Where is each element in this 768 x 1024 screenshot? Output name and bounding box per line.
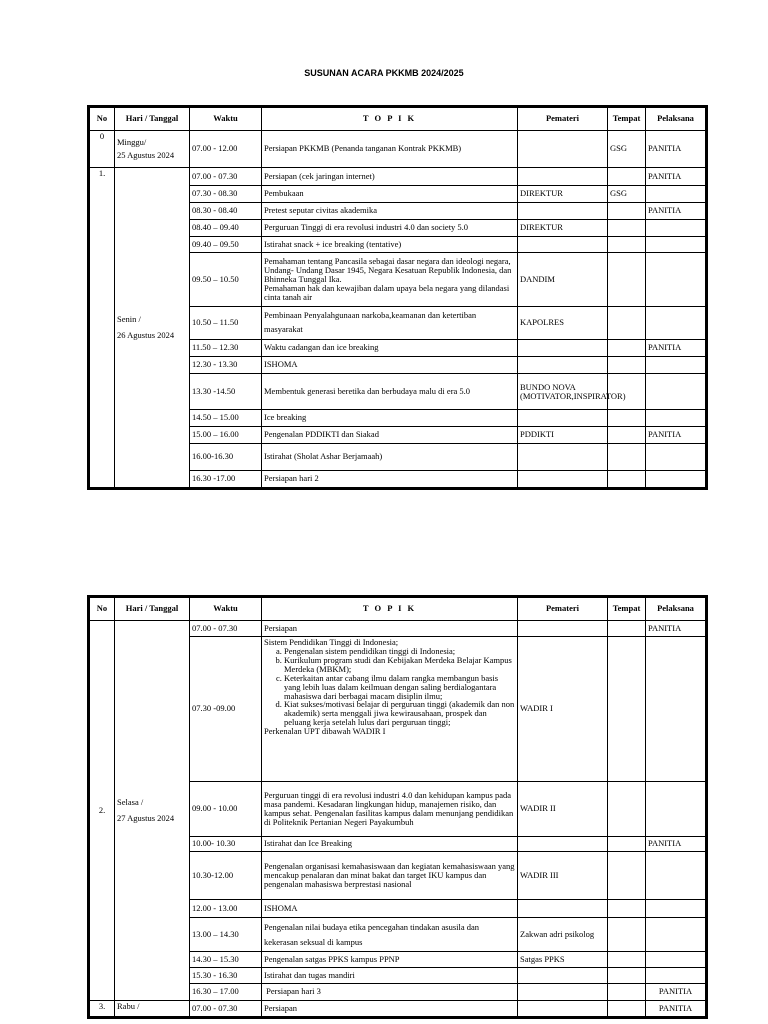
organizer-cell — [646, 952, 706, 968]
time-cell: 15.00 – 16.00 — [190, 427, 262, 444]
day-cell — [115, 168, 190, 488]
day-date: 27 Agustus 2024 — [117, 812, 175, 823]
topic-text: Pemahaman tentang Pancasila sebagai dasar negara dan ideologi negara, Undang- Undang Dasar 1945, Negara Kesatuan Republik Indonesia, dan Bhinneka Tunggal Ika. — [264, 256, 512, 285]
place-cell: GSG — [608, 186, 646, 203]
speaker-cell — [518, 357, 608, 374]
time-cell: 09.50 – 10.50 — [190, 253, 262, 307]
speaker-cell — [518, 900, 608, 918]
organizer-cell: PANITIA — [646, 131, 706, 168]
organizer-cell — [646, 220, 706, 237]
place-cell — [608, 621, 646, 637]
organizer-cell — [646, 968, 706, 984]
topic-cell — [262, 253, 518, 307]
topic-cell: Perguruan Tinggi di era revolusi industri 4.0 dan society 5.0 — [262, 220, 518, 237]
time-cell: 13.30 -14.50 — [190, 374, 262, 410]
place-cell — [608, 952, 646, 968]
day-date: 26 Agustus 2024 — [117, 329, 175, 340]
topic-cell: Persiapan hari 2 — [262, 471, 518, 488]
speaker-cell: KAPOLRES — [518, 307, 608, 340]
time-cell: 16.30 -17.00 — [190, 471, 262, 488]
header-no: No — [90, 598, 115, 621]
table-row — [90, 1001, 706, 1017]
day-cell — [115, 1001, 190, 1017]
place-cell — [608, 900, 646, 918]
topic-cell: Pengenalan organisasi kemahasiswaan dan kegiatan kemahasiswaan yang mencakup penalaran dan minat bakat dan target IKU kampus dan pengenalan mahasiswa berprestasi nasional — [262, 852, 518, 900]
speaker-cell: WADIR III — [518, 852, 608, 900]
organizer-cell — [646, 237, 706, 253]
organizer-cell: PANITIA — [646, 621, 706, 637]
table-row — [90, 621, 706, 637]
place-cell — [608, 237, 646, 253]
time-cell: 14.50 – 15.00 — [190, 410, 262, 427]
place-cell — [608, 340, 646, 357]
organizer-cell: PANITIA — [646, 340, 706, 357]
topic-cell: Pengenalan nilai budaya etika pencegahan tindakan asusila dan kekerasan seksual di kampus — [262, 918, 518, 952]
time-cell: 14.30 – 15.30 — [190, 952, 262, 968]
topic-cell: Pembinaan Penyalahgunaan narkoba,keamanan dan ketertiban masyarakat — [262, 307, 518, 340]
topic-cell: Istirahat dan tugas mandiri — [262, 968, 518, 984]
organizer-cell — [646, 444, 706, 471]
header-no: No — [90, 108, 115, 131]
organizer-cell — [646, 918, 706, 952]
day-cell — [115, 131, 190, 168]
speaker-cell — [518, 444, 608, 471]
topic-cell: Waktu cadangan dan ice breaking — [262, 340, 518, 357]
speaker-cell: Satgas PPKS — [518, 952, 608, 968]
schedule-table-day2-3 — [89, 597, 706, 1017]
topic-text: Pemahaman hak dan kewajiban dalam upaya bela negara yang dilandasi cinta tanah air — [264, 282, 510, 302]
speaker-cell — [518, 237, 608, 253]
speaker-cell: Zakwan adri psikolog — [518, 918, 608, 952]
organizer-cell: PANITIA — [646, 168, 706, 186]
place-cell — [608, 471, 646, 488]
table-header-row — [90, 108, 706, 131]
speaker-cell: PDDIKTI — [518, 427, 608, 444]
time-cell: 10.30-12.00 — [190, 852, 262, 900]
topic-cell: Pengenalan PDDIKTI dan Siakad — [262, 427, 518, 444]
topic-text: Perkenalan UPT dibawah WADIR I — [264, 726, 386, 737]
header-pelaksana: Pelaksana — [646, 108, 706, 131]
header-waktu: Waktu — [190, 108, 262, 131]
day-number: 2. — [90, 621, 115, 1001]
topic-text: Sistem Pendidikan Tinggi di Indonesia; — [264, 637, 399, 647]
time-cell: 09.40 – 09.50 — [190, 237, 262, 253]
day-name: Rabu / — [117, 1001, 140, 1011]
topic-cell: Perguruan tinggi di era revolusi industri 4.0 dan kehidupan kampus pada masa pandemi. Kesadaran lingkungan hidup, manajemen risiko, dan kampus sehat. Pengenalan fasilitas kampus dalam menunjang pendidikan di Politeknik Pertanian Negeri Payakumbuh — [262, 782, 518, 837]
organizer-cell: PANITIA — [646, 203, 706, 220]
topic-cell: Persiapan hari 3 — [262, 984, 518, 1001]
topic-cell: Persiapan (cek jaringan internet) — [262, 168, 518, 186]
place-cell — [608, 168, 646, 186]
topic-cell — [262, 637, 518, 782]
time-cell: 07.00 - 07.30 — [190, 621, 262, 637]
topic-cell: Istirahat snack + ice breaking (tentative) — [262, 237, 518, 253]
list-item: c. Keterkaitan antar cabang ilmu dalam rangka membangun basis yang lebih luas dalam keilmuan dengan saling berdialogantara mahasiswa dari berbagai macam disiplin ilmu; — [284, 674, 515, 701]
speaker-cell — [518, 968, 608, 984]
header-hari: Hari / Tanggal — [115, 108, 190, 131]
place-cell — [608, 852, 646, 900]
place-cell — [608, 253, 646, 307]
organizer-cell — [646, 374, 706, 410]
speaker-cell — [518, 1001, 608, 1017]
speaker-cell: DIREKTUR — [518, 186, 608, 203]
speaker-cell: DIREKTUR — [518, 220, 608, 237]
organizer-cell — [646, 357, 706, 374]
time-cell: 15.30 - 16.30 — [190, 968, 262, 984]
day-cell — [115, 621, 190, 1001]
topic-cell: Persiapan PKKMB (Penanda tanganan Kontrak PKKMB) — [262, 131, 518, 168]
organizer-cell — [646, 782, 706, 837]
time-cell: 11.50 – 12.30 — [190, 340, 262, 357]
time-cell: 07.00 - 12.00 — [190, 131, 262, 168]
speaker-cell — [518, 203, 608, 220]
organizer-cell — [646, 186, 706, 203]
place-cell — [608, 444, 646, 471]
time-cell: 08.30 - 08.40 — [190, 203, 262, 220]
topic-cell: Membentuk generasi beretika dan berbudaya malu di era 5.0 — [262, 374, 518, 410]
time-cell: 07.00 - 07.30 — [190, 168, 262, 186]
time-cell: 10.00- 10.30 — [190, 837, 262, 852]
place-cell — [608, 918, 646, 952]
list-item: b. Kurikulum program studi dan Kebijakan Merdeka Belajar Kampus Merdeka (MBKM); — [284, 656, 515, 674]
speaker-cell — [518, 984, 608, 1001]
day-name: Senin / — [117, 313, 141, 324]
header-topik: T O P I K — [262, 108, 518, 131]
time-cell: 07.30 -09.00 — [190, 637, 262, 782]
header-pelaksana: Pelaksana — [646, 598, 706, 621]
speaker-cell: BUNDO NOVA (MOTIVATOR,INSPIRATOR) — [518, 374, 608, 410]
header-tempat: Tempat — [608, 108, 646, 131]
topic-cell: Pretest seputar civitas akademika — [262, 203, 518, 220]
list-item: d. Kiat sukses/motivasi belajar di perguruan tinggi (akademik dan non akademik) serta menggali jiwa kewirausahaan, prospek dan peluang kerja setelah lulus dari perguruan tinggi; — [284, 700, 515, 727]
topic-cell: Pembukaan — [262, 186, 518, 203]
speaker-cell — [518, 837, 608, 852]
day-number: 1. — [90, 168, 115, 488]
day-date: 25 Agustus 2024 — [117, 149, 175, 160]
header-tempat: Tempat — [608, 598, 646, 621]
header-hari: Hari / Tanggal — [115, 598, 190, 621]
speaker-cell: WADIR I — [518, 637, 608, 782]
organizer-cell — [646, 471, 706, 488]
list-item: a. Pengenalan sistem pendidikan tinggi di Indonesia; — [284, 647, 515, 656]
schedule-table-day0-1 — [89, 107, 706, 488]
time-cell: 08.40 – 09.40 — [190, 220, 262, 237]
place-cell — [608, 968, 646, 984]
time-cell: 07.00 - 07.30 — [190, 1001, 262, 1017]
topic-cell: ISHOMA — [262, 357, 518, 374]
place-cell — [608, 1001, 646, 1017]
topic-cell: Istirahat (Sholat Ashar Berjamaah) — [262, 444, 518, 471]
speaker-cell: WADIR II — [518, 782, 608, 837]
topic-cell: Ice breaking — [262, 410, 518, 427]
place-cell — [608, 837, 646, 852]
topic-cell: Pengenalan satgas PPKS kampus PPNP — [262, 952, 518, 968]
day-number: 0 — [90, 131, 115, 168]
header-pemateri: Pemateri — [518, 598, 608, 621]
table-row — [90, 168, 706, 186]
time-cell: 07.30 - 08.30 — [190, 186, 262, 203]
header-topik: T O P I K — [262, 598, 518, 621]
table-row — [90, 131, 706, 168]
place-cell: GSG — [608, 131, 646, 168]
topic-cell: Istirahat dan Ice Breaking — [262, 837, 518, 852]
organizer-cell: PANITIA — [646, 837, 706, 852]
day-name: Minggu/ — [117, 136, 147, 147]
place-cell — [608, 782, 646, 837]
place-cell — [608, 427, 646, 444]
place-cell — [608, 357, 646, 374]
organizer-cell — [646, 307, 706, 340]
organizer-cell — [646, 637, 706, 782]
time-cell: 13.00 – 14.30 — [190, 918, 262, 952]
organizer-cell: PANITIA — [646, 1001, 706, 1017]
day-number: 3. — [90, 1001, 115, 1017]
day-name: Selasa / — [117, 796, 144, 807]
speaker-cell — [518, 471, 608, 488]
place-cell — [608, 410, 646, 427]
speaker-cell: DANDIM — [518, 253, 608, 307]
place-cell — [608, 220, 646, 237]
header-waktu: Waktu — [190, 598, 262, 621]
organizer-cell — [646, 253, 706, 307]
time-cell: 16.00-16.30 — [190, 444, 262, 471]
time-cell: 12.30 - 13.30 — [190, 357, 262, 374]
topic-cell: ISHOMA — [262, 900, 518, 918]
speaker-cell — [518, 621, 608, 637]
topic-cell: Persiapan — [262, 621, 518, 637]
header-pemateri: Pemateri — [518, 108, 608, 131]
organizer-cell: PANITIA — [646, 984, 706, 1001]
topic-cell: Persiapan — [262, 1001, 518, 1017]
time-cell: 12.00 - 13.00 — [190, 900, 262, 918]
page-title: SUSUNAN ACARA PKKMB 2024/2025 — [304, 68, 464, 78]
topic-sublist — [264, 647, 515, 727]
speaker-cell — [518, 168, 608, 186]
table-header-row — [90, 598, 706, 621]
organizer-cell — [646, 852, 706, 900]
time-cell: 16.30 – 17.00 — [190, 984, 262, 1001]
place-cell — [608, 637, 646, 782]
organizer-cell — [646, 900, 706, 918]
place-cell — [608, 307, 646, 340]
speaker-cell — [518, 131, 608, 168]
place-cell — [608, 984, 646, 1001]
speaker-cell — [518, 340, 608, 357]
speaker-cell — [518, 410, 608, 427]
organizer-cell — [646, 410, 706, 427]
time-cell: 09.00 - 10.00 — [190, 782, 262, 837]
place-cell — [608, 203, 646, 220]
organizer-cell: PANITIA — [646, 427, 706, 444]
time-cell: 10.50 – 11.50 — [190, 307, 262, 340]
